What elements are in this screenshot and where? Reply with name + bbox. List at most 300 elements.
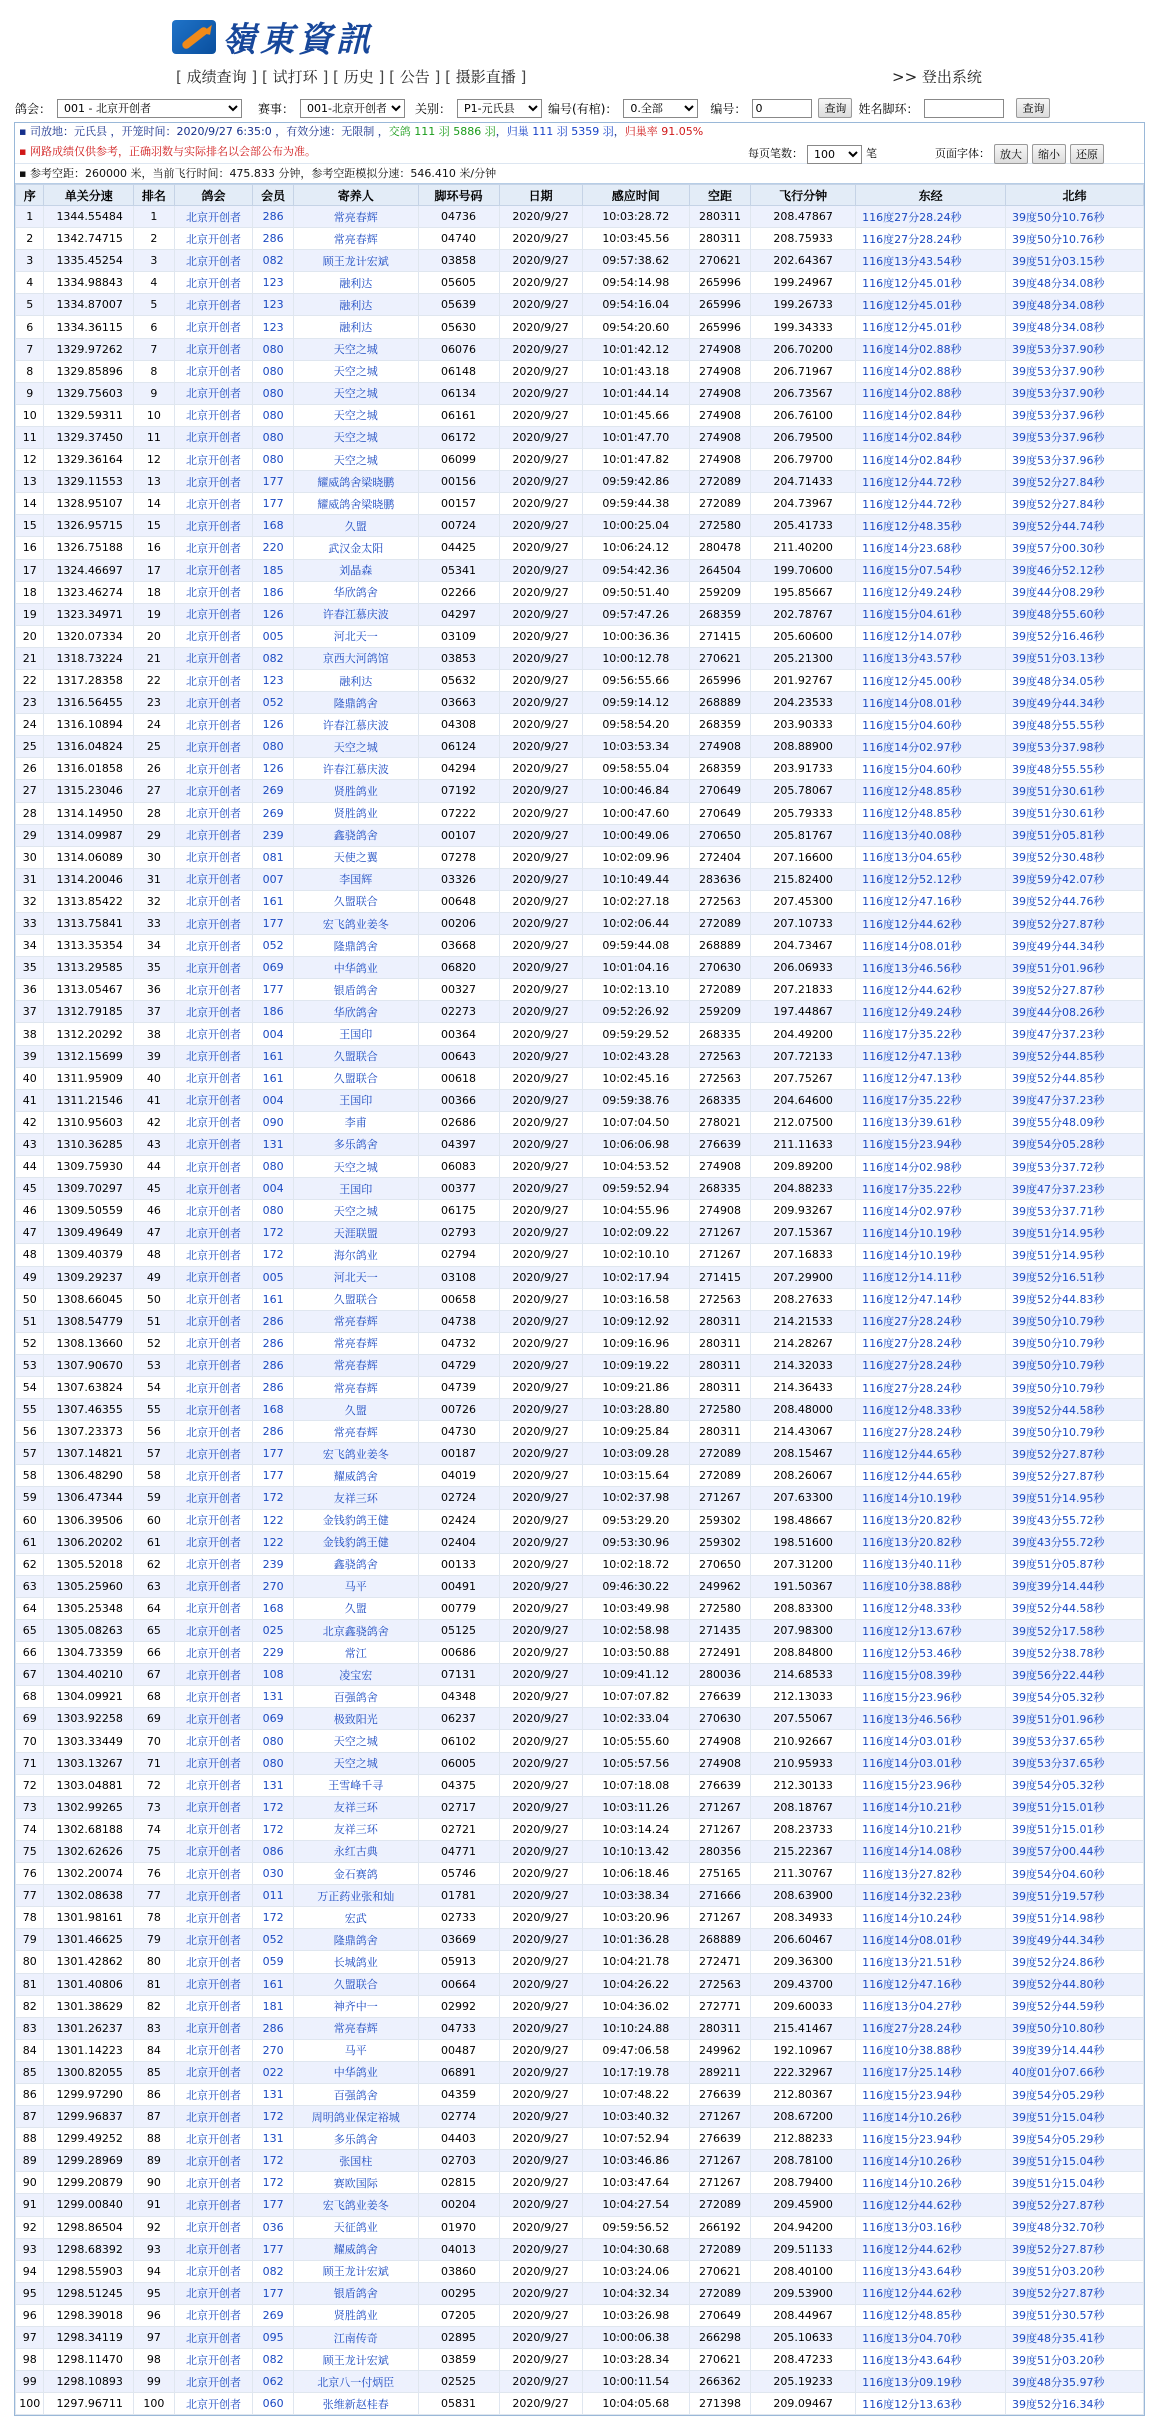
- table-row[interactable]: [16, 1001, 1144, 1023]
- table-row[interactable]: [16, 2039, 1144, 2061]
- cell-ring[interactable]: 00366: [418, 1089, 499, 1111]
- cell-owner[interactable]: 天空之城: [293, 382, 418, 404]
- header-col-club[interactable]: 鸽会: [174, 185, 253, 206]
- level-select[interactable]: [457, 99, 542, 118]
- cell-owner[interactable]: 海尔鸽业: [293, 1244, 418, 1266]
- cell-owner[interactable]: 李甫: [293, 1111, 418, 1133]
- cell-owner[interactable]: 河北天一: [293, 625, 418, 647]
- cell-ring[interactable]: 04294: [418, 758, 499, 780]
- cell-ring[interactable]: 03663: [418, 692, 499, 714]
- table-row[interactable]: [16, 1973, 1144, 1995]
- cell-owner[interactable]: 常亮春辉: [293, 1421, 418, 1443]
- logout-link[interactable]: >> 登出系统: [892, 68, 982, 86]
- cell-owner[interactable]: 久盟: [293, 1597, 418, 1619]
- cell-ring[interactable]: 02733: [418, 1907, 499, 1929]
- cell-ring[interactable]: 02717: [418, 1796, 499, 1818]
- cell-ring[interactable]: 04730: [418, 1421, 499, 1443]
- cell-ring[interactable]: 00157: [418, 493, 499, 515]
- table-row[interactable]: [16, 913, 1144, 935]
- cell-owner[interactable]: 久盟联合: [293, 890, 418, 912]
- cell-owner[interactable]: 马平: [293, 1575, 418, 1597]
- table-row[interactable]: [16, 2327, 1144, 2349]
- cell-owner[interactable]: 顾王龙计宏斌: [293, 2260, 418, 2282]
- table-row[interactable]: [16, 1133, 1144, 1155]
- table-row[interactable]: [16, 1664, 1144, 1686]
- cell-ring[interactable]: 00206: [418, 913, 499, 935]
- table-row[interactable]: [16, 1951, 1144, 1973]
- table-row[interactable]: [16, 846, 1144, 868]
- table-row[interactable]: [16, 2349, 1144, 2371]
- cell-ring[interactable]: 00204: [418, 2194, 499, 2216]
- cell-owner[interactable]: 永红古典: [293, 1840, 418, 1862]
- cell-owner[interactable]: 顾王龙计宏斌: [293, 2349, 418, 2371]
- table-row[interactable]: [16, 1774, 1144, 1796]
- table-row[interactable]: [16, 1376, 1144, 1398]
- table-row[interactable]: [16, 1089, 1144, 1111]
- cell-ring[interactable]: 06134: [418, 382, 499, 404]
- cell-ring[interactable]: 02686: [418, 1111, 499, 1133]
- cell-owner[interactable]: 天空之城: [293, 338, 418, 360]
- cell-ring[interactable]: 01781: [418, 1885, 499, 1907]
- cell-ring[interactable]: 02273: [418, 1001, 499, 1023]
- cell-owner[interactable]: 顾王龙计宏斌: [293, 250, 418, 272]
- cell-owner[interactable]: 常亮春辉: [293, 206, 418, 228]
- num-input[interactable]: [752, 99, 812, 118]
- cell-ring[interactable]: 02424: [418, 1509, 499, 1531]
- cell-owner[interactable]: 天空之城: [293, 360, 418, 382]
- cell-owner[interactable]: 华欣鸽舍: [293, 581, 418, 603]
- table-row[interactable]: [16, 426, 1144, 448]
- table-row[interactable]: [16, 824, 1144, 846]
- cell-ring[interactable]: 06124: [418, 736, 499, 758]
- cell-ring[interactable]: 06102: [418, 1730, 499, 1752]
- name-ring-input[interactable]: [924, 99, 1004, 118]
- cell-ring[interactable]: 02793: [418, 1222, 499, 1244]
- cell-ring[interactable]: 00364: [418, 1023, 499, 1045]
- cell-owner[interactable]: 银盾鸽舍: [293, 2282, 418, 2304]
- cell-ring[interactable]: 06237: [418, 1708, 499, 1730]
- table-row[interactable]: [16, 338, 1144, 360]
- table-row[interactable]: [16, 1111, 1144, 1133]
- cell-owner[interactable]: 天空之城: [293, 1730, 418, 1752]
- cell-ring[interactable]: 04403: [418, 2128, 499, 2150]
- table-row[interactable]: [16, 272, 1144, 294]
- table-row[interactable]: [16, 1244, 1144, 1266]
- header-col-seq[interactable]: 序: [16, 185, 44, 206]
- table-row[interactable]: [16, 206, 1144, 228]
- cell-owner[interactable]: 常江: [293, 1642, 418, 1664]
- zoom-in-button[interactable]: 放大: [994, 144, 1028, 164]
- cell-ring[interactable]: 02815: [418, 2172, 499, 2194]
- cell-owner[interactable]: 马平: [293, 2039, 418, 2061]
- cell-ring[interactable]: 04308: [418, 714, 499, 736]
- cell-owner[interactable]: 长城鸽业: [293, 1951, 418, 1973]
- cell-owner[interactable]: 常亮春辉: [293, 2017, 418, 2039]
- table-row[interactable]: [16, 1620, 1144, 1642]
- cell-owner[interactable]: 宏武: [293, 1907, 418, 1929]
- cell-owner[interactable]: 融利达: [293, 294, 418, 316]
- table-row[interactable]: [16, 1178, 1144, 1200]
- cell-owner[interactable]: 刘晶森: [293, 559, 418, 581]
- cell-owner[interactable]: 周明鸽业保定裕城: [293, 2106, 418, 2128]
- cell-ring[interactable]: 03859: [418, 2349, 499, 2371]
- table-row[interactable]: [16, 2260, 1144, 2282]
- cell-ring[interactable]: 05913: [418, 1951, 499, 1973]
- table-row[interactable]: [16, 2393, 1144, 2415]
- cell-owner[interactable]: 常亮春辉: [293, 1376, 418, 1398]
- cell-ring[interactable]: 02724: [418, 1487, 499, 1509]
- cell-ring[interactable]: 04019: [418, 1465, 499, 1487]
- table-row[interactable]: [16, 1509, 1144, 1531]
- cell-owner[interactable]: 常亮春辉: [293, 1354, 418, 1376]
- cell-ring[interactable]: 03108: [418, 1266, 499, 1288]
- table-row[interactable]: [16, 493, 1144, 515]
- cell-owner[interactable]: 李国辉: [293, 868, 418, 890]
- cell-ring[interactable]: 06175: [418, 1200, 499, 1222]
- cell-owner[interactable]: 江南传奇: [293, 2327, 418, 2349]
- table-row[interactable]: [16, 1752, 1144, 1774]
- cell-ring[interactable]: 00724: [418, 515, 499, 537]
- table-row[interactable]: [16, 1443, 1144, 1465]
- cell-owner[interactable]: 王国印: [293, 1023, 418, 1045]
- cell-ring[interactable]: 04736: [418, 206, 499, 228]
- ringtype-select[interactable]: [623, 99, 698, 118]
- table-row[interactable]: [16, 2106, 1144, 2128]
- table-row[interactable]: [16, 2371, 1144, 2393]
- cell-ring[interactable]: 00187: [418, 1443, 499, 1465]
- cell-ring[interactable]: 04297: [418, 603, 499, 625]
- table-row[interactable]: [16, 2150, 1144, 2172]
- cell-owner[interactable]: 融利达: [293, 272, 418, 294]
- table-row[interactable]: [16, 669, 1144, 691]
- cell-ring[interactable]: 02703: [418, 2150, 499, 2172]
- cell-owner[interactable]: 宏飞鸽业姜冬: [293, 913, 418, 935]
- table-row[interactable]: [16, 890, 1144, 912]
- table-row[interactable]: [16, 1288, 1144, 1310]
- cell-owner[interactable]: 王国印: [293, 1089, 418, 1111]
- cell-ring[interactable]: 02525: [418, 2371, 499, 2393]
- cell-ring[interactable]: 06076: [418, 338, 499, 360]
- header-col-arrival-time[interactable]: 感应时间: [582, 185, 689, 206]
- cell-owner[interactable]: 银盾鸽舍: [293, 979, 418, 1001]
- nav-live-photo[interactable]: 摄影直播: [455, 68, 516, 86]
- cell-ring[interactable]: 07192: [418, 780, 499, 802]
- cell-ring[interactable]: 00648: [418, 890, 499, 912]
- cell-ring[interactable]: 05630: [418, 316, 499, 338]
- nav-history[interactable]: 历史: [343, 68, 374, 86]
- table-row[interactable]: [16, 1332, 1144, 1354]
- cell-ring[interactable]: 00377: [418, 1178, 499, 1200]
- header-col-longitude[interactable]: 东经: [856, 185, 1006, 206]
- table-row[interactable]: [16, 1708, 1144, 1730]
- reset-zoom-button[interactable]: 还原: [1070, 144, 1104, 164]
- cell-ring[interactable]: 02774: [418, 2106, 499, 2128]
- cell-owner[interactable]: 多乐鸽舍: [293, 2128, 418, 2150]
- cell-ring[interactable]: 04733: [418, 2017, 499, 2039]
- cell-ring[interactable]: 03326: [418, 868, 499, 890]
- cell-owner[interactable]: 金石赛鸽: [293, 1863, 418, 1885]
- table-row[interactable]: [16, 1266, 1144, 1288]
- cell-owner[interactable]: 融利达: [293, 316, 418, 338]
- cell-ring[interactable]: 00726: [418, 1399, 499, 1421]
- event-select[interactable]: [300, 99, 405, 118]
- table-row[interactable]: [16, 780, 1144, 802]
- cell-ring[interactable]: 06891: [418, 2061, 499, 2083]
- cell-owner[interactable]: 贤胜鸽业: [293, 2304, 418, 2326]
- table-row[interactable]: [16, 979, 1144, 1001]
- cell-ring[interactable]: 03860: [418, 2260, 499, 2282]
- table-row[interactable]: [16, 449, 1144, 471]
- table-row[interactable]: [16, 1686, 1144, 1708]
- table-row[interactable]: [16, 316, 1144, 338]
- cell-ring[interactable]: 02721: [418, 1818, 499, 1840]
- table-row[interactable]: [16, 228, 1144, 250]
- table-row[interactable]: [16, 2061, 1144, 2083]
- table-row[interactable]: [16, 1642, 1144, 1664]
- cell-ring[interactable]: 02404: [418, 1531, 499, 1553]
- cell-owner[interactable]: 贤胜鸽业: [293, 780, 418, 802]
- table-row[interactable]: [16, 714, 1144, 736]
- cell-owner[interactable]: 华欣鸽舍: [293, 1001, 418, 1023]
- cell-owner[interactable]: 天空之城: [293, 426, 418, 448]
- table-row[interactable]: [16, 581, 1144, 603]
- site-logo[interactable]: [172, 12, 374, 61]
- table-row[interactable]: [16, 1995, 1144, 2017]
- cell-ring[interactable]: 00643: [418, 1045, 499, 1067]
- cell-owner[interactable]: 融利达: [293, 669, 418, 691]
- table-row[interactable]: [16, 758, 1144, 780]
- table-row[interactable]: [16, 1421, 1144, 1443]
- table-row[interactable]: [16, 1200, 1144, 1222]
- table-row[interactable]: [16, 957, 1144, 979]
- cell-owner[interactable]: 百强鸽舍: [293, 1686, 418, 1708]
- table-row[interactable]: [16, 1863, 1144, 1885]
- table-row[interactable]: [16, 1465, 1144, 1487]
- table-row[interactable]: [16, 537, 1144, 559]
- zoom-out-button[interactable]: 缩小: [1032, 144, 1066, 164]
- cell-owner[interactable]: 中华鸽业: [293, 957, 418, 979]
- table-row[interactable]: [16, 1553, 1144, 1575]
- header-col-flight-minutes[interactable]: 飞行分钟: [751, 185, 856, 206]
- cell-owner[interactable]: 贤胜鸽业: [293, 802, 418, 824]
- cell-owner[interactable]: 北京鑫骁鸽舍: [293, 1620, 418, 1642]
- cell-ring[interactable]: 05125: [418, 1620, 499, 1642]
- cell-ring[interactable]: 00487: [418, 2039, 499, 2061]
- header-col-date[interactable]: 日期: [499, 185, 582, 206]
- cell-owner[interactable]: 神齐中一: [293, 1995, 418, 2017]
- table-row[interactable]: [16, 1045, 1144, 1067]
- cell-owner[interactable]: 张维新赵桂春: [293, 2393, 418, 2415]
- cell-ring[interactable]: 04732: [418, 1332, 499, 1354]
- cell-owner[interactable]: 张国柱: [293, 2150, 418, 2172]
- table-row[interactable]: [16, 2172, 1144, 2194]
- cell-owner[interactable]: 凌宝宏: [293, 1664, 418, 1686]
- table-row[interactable]: [16, 2017, 1144, 2039]
- table-row[interactable]: [16, 1730, 1144, 1752]
- table-row[interactable]: [16, 1222, 1144, 1244]
- cell-ring[interactable]: 00491: [418, 1575, 499, 1597]
- cell-owner[interactable]: 天空之城: [293, 404, 418, 426]
- cell-ring[interactable]: 05605: [418, 272, 499, 294]
- table-row[interactable]: [16, 294, 1144, 316]
- cell-ring[interactable]: 05639: [418, 294, 499, 316]
- query-button-2[interactable]: 查询: [1016, 98, 1050, 118]
- cell-ring[interactable]: 04740: [418, 228, 499, 250]
- table-row[interactable]: [16, 1531, 1144, 1553]
- cell-ring[interactable]: 00133: [418, 1553, 499, 1575]
- cell-ring[interactable]: 00107: [418, 824, 499, 846]
- cell-owner[interactable]: 天涯联盟: [293, 1222, 418, 1244]
- cell-ring[interactable]: 01970: [418, 2216, 499, 2238]
- cell-owner[interactable]: 河北天一: [293, 1266, 418, 1288]
- cell-ring[interactable]: 04375: [418, 1774, 499, 1796]
- table-row[interactable]: [16, 1487, 1144, 1509]
- per-page-select[interactable]: [807, 145, 862, 164]
- cell-owner[interactable]: 许春江慕庆波: [293, 603, 418, 625]
- table-row[interactable]: [16, 2216, 1144, 2238]
- cell-ring[interactable]: 00156: [418, 471, 499, 493]
- cell-owner[interactable]: 赛欧国际: [293, 2172, 418, 2194]
- nav-trial-ring[interactable]: 试打环: [272, 68, 318, 86]
- cell-owner[interactable]: 天空之城: [293, 1200, 418, 1222]
- cell-owner[interactable]: 常亮春辉: [293, 1332, 418, 1354]
- cell-owner[interactable]: 久盟: [293, 515, 418, 537]
- table-row[interactable]: [16, 1310, 1144, 1332]
- cell-owner[interactable]: 隆鼎鸽舍: [293, 935, 418, 957]
- cell-ring[interactable]: 03858: [418, 250, 499, 272]
- cell-ring[interactable]: 07222: [418, 802, 499, 824]
- cell-ring[interactable]: 04348: [418, 1686, 499, 1708]
- table-row[interactable]: [16, 1907, 1144, 1929]
- cell-ring[interactable]: 04397: [418, 1133, 499, 1155]
- table-row[interactable]: [16, 404, 1144, 426]
- header-col-rank[interactable]: 排名: [134, 185, 174, 206]
- cell-ring[interactable]: 04771: [418, 1840, 499, 1862]
- nav-results[interactable]: 成绩查询: [186, 68, 247, 86]
- table-row[interactable]: [16, 1929, 1144, 1951]
- table-row[interactable]: [16, 360, 1144, 382]
- cell-ring[interactable]: 02895: [418, 2327, 499, 2349]
- table-row[interactable]: [16, 1575, 1144, 1597]
- table-row[interactable]: [16, 2194, 1144, 2216]
- cell-owner[interactable]: 耀威鸽舍梁晓鹏: [293, 471, 418, 493]
- table-row[interactable]: [16, 382, 1144, 404]
- cell-owner[interactable]: 友祥三环: [293, 1796, 418, 1818]
- cell-owner[interactable]: 北京八一付炳臣: [293, 2371, 418, 2393]
- cell-owner[interactable]: 隆鼎鸽舍: [293, 692, 418, 714]
- cell-ring[interactable]: 03109: [418, 625, 499, 647]
- cell-owner[interactable]: 许春江慕庆波: [293, 714, 418, 736]
- cell-ring[interactable]: 05831: [418, 2393, 499, 2415]
- table-row[interactable]: [16, 736, 1144, 758]
- cell-ring[interactable]: 04738: [418, 1310, 499, 1332]
- header-col-latitude[interactable]: 北纬: [1006, 185, 1144, 206]
- table-row[interactable]: [16, 2128, 1144, 2150]
- header-col-owner[interactable]: 寄养人: [293, 185, 418, 206]
- cell-owner[interactable]: 宏飞鸽业姜冬: [293, 2194, 418, 2216]
- cell-owner[interactable]: 天征鸽业: [293, 2216, 418, 2238]
- cell-ring[interactable]: 00664: [418, 1973, 499, 1995]
- table-row[interactable]: [16, 1840, 1144, 1862]
- cell-ring[interactable]: 06148: [418, 360, 499, 382]
- table-row[interactable]: [16, 1399, 1144, 1421]
- cell-ring[interactable]: 04359: [418, 2083, 499, 2105]
- cell-owner[interactable]: 极致阳光: [293, 1708, 418, 1730]
- cell-ring[interactable]: 04425: [418, 537, 499, 559]
- table-row[interactable]: [16, 868, 1144, 890]
- cell-owner[interactable]: 天空之城: [293, 449, 418, 471]
- table-row[interactable]: [16, 692, 1144, 714]
- cell-ring[interactable]: 00686: [418, 1642, 499, 1664]
- cell-owner[interactable]: 王雪峰千寻: [293, 1774, 418, 1796]
- cell-owner[interactable]: 百强鸽舍: [293, 2083, 418, 2105]
- cell-ring[interactable]: 02992: [418, 1995, 499, 2017]
- cell-ring[interactable]: 04739: [418, 1376, 499, 1398]
- cell-owner[interactable]: 金钱豹鸽王健: [293, 1509, 418, 1531]
- cell-owner[interactable]: 天空之城: [293, 1752, 418, 1774]
- header-col-member[interactable]: 会员: [253, 185, 293, 206]
- cell-owner[interactable]: 久盟: [293, 1399, 418, 1421]
- table-row[interactable]: [16, 625, 1144, 647]
- cell-owner[interactable]: 天空之城: [293, 1156, 418, 1178]
- table-row[interactable]: [16, 1354, 1144, 1376]
- cell-ring[interactable]: 03853: [418, 647, 499, 669]
- table-row[interactable]: [16, 802, 1144, 824]
- query-button[interactable]: 查询: [818, 98, 852, 118]
- cell-owner[interactable]: 友祥三环: [293, 1818, 418, 1840]
- cell-ring[interactable]: 06099: [418, 449, 499, 471]
- table-row[interactable]: [16, 935, 1144, 957]
- club-select[interactable]: [57, 99, 242, 118]
- table-row[interactable]: [16, 1156, 1144, 1178]
- table-row[interactable]: [16, 1067, 1144, 1089]
- table-row[interactable]: [16, 2238, 1144, 2260]
- header-col-distance[interactable]: 空距: [689, 185, 750, 206]
- cell-ring[interactable]: 00295: [418, 2282, 499, 2304]
- cell-ring[interactable]: 06161: [418, 404, 499, 426]
- cell-owner[interactable]: 许春江慕庆波: [293, 758, 418, 780]
- table-row[interactable]: [16, 1818, 1144, 1840]
- table-row[interactable]: [16, 1023, 1144, 1045]
- cell-owner[interactable]: 耀威鸽舍: [293, 2238, 418, 2260]
- cell-owner[interactable]: 久盟联合: [293, 1067, 418, 1089]
- cell-ring[interactable]: 07278: [418, 846, 499, 868]
- cell-ring[interactable]: 07205: [418, 2304, 499, 2326]
- cell-owner[interactable]: 多乐鸽舍: [293, 1133, 418, 1155]
- cell-owner[interactable]: 常亮春辉: [293, 1310, 418, 1332]
- cell-owner[interactable]: 万正药业张和灿: [293, 1885, 418, 1907]
- cell-owner[interactable]: 宏飞鸽业姜冬: [293, 1443, 418, 1465]
- header-col-ring[interactable]: 脚环号码: [418, 185, 499, 206]
- cell-ring[interactable]: 06005: [418, 1752, 499, 1774]
- cell-ring[interactable]: 06172: [418, 426, 499, 448]
- cell-owner[interactable]: 久盟联合: [293, 1288, 418, 1310]
- cell-ring[interactable]: 00779: [418, 1597, 499, 1619]
- cell-owner[interactable]: 耀威鸽舍: [293, 1465, 418, 1487]
- cell-ring[interactable]: 04013: [418, 2238, 499, 2260]
- cell-ring[interactable]: 05632: [418, 669, 499, 691]
- cell-owner[interactable]: 鑫骁鸽舍: [293, 1553, 418, 1575]
- cell-owner[interactable]: 鑫骁鸽舍: [293, 824, 418, 846]
- table-row[interactable]: [16, 647, 1144, 669]
- cell-ring[interactable]: 07131: [418, 1664, 499, 1686]
- table-row[interactable]: [16, 471, 1144, 493]
- cell-owner[interactable]: 久盟联合: [293, 1045, 418, 1067]
- cell-ring[interactable]: 05341: [418, 559, 499, 581]
- cell-ring[interactable]: 00658: [418, 1288, 499, 1310]
- cell-owner[interactable]: 天空之城: [293, 736, 418, 758]
- table-row[interactable]: [16, 2282, 1144, 2304]
